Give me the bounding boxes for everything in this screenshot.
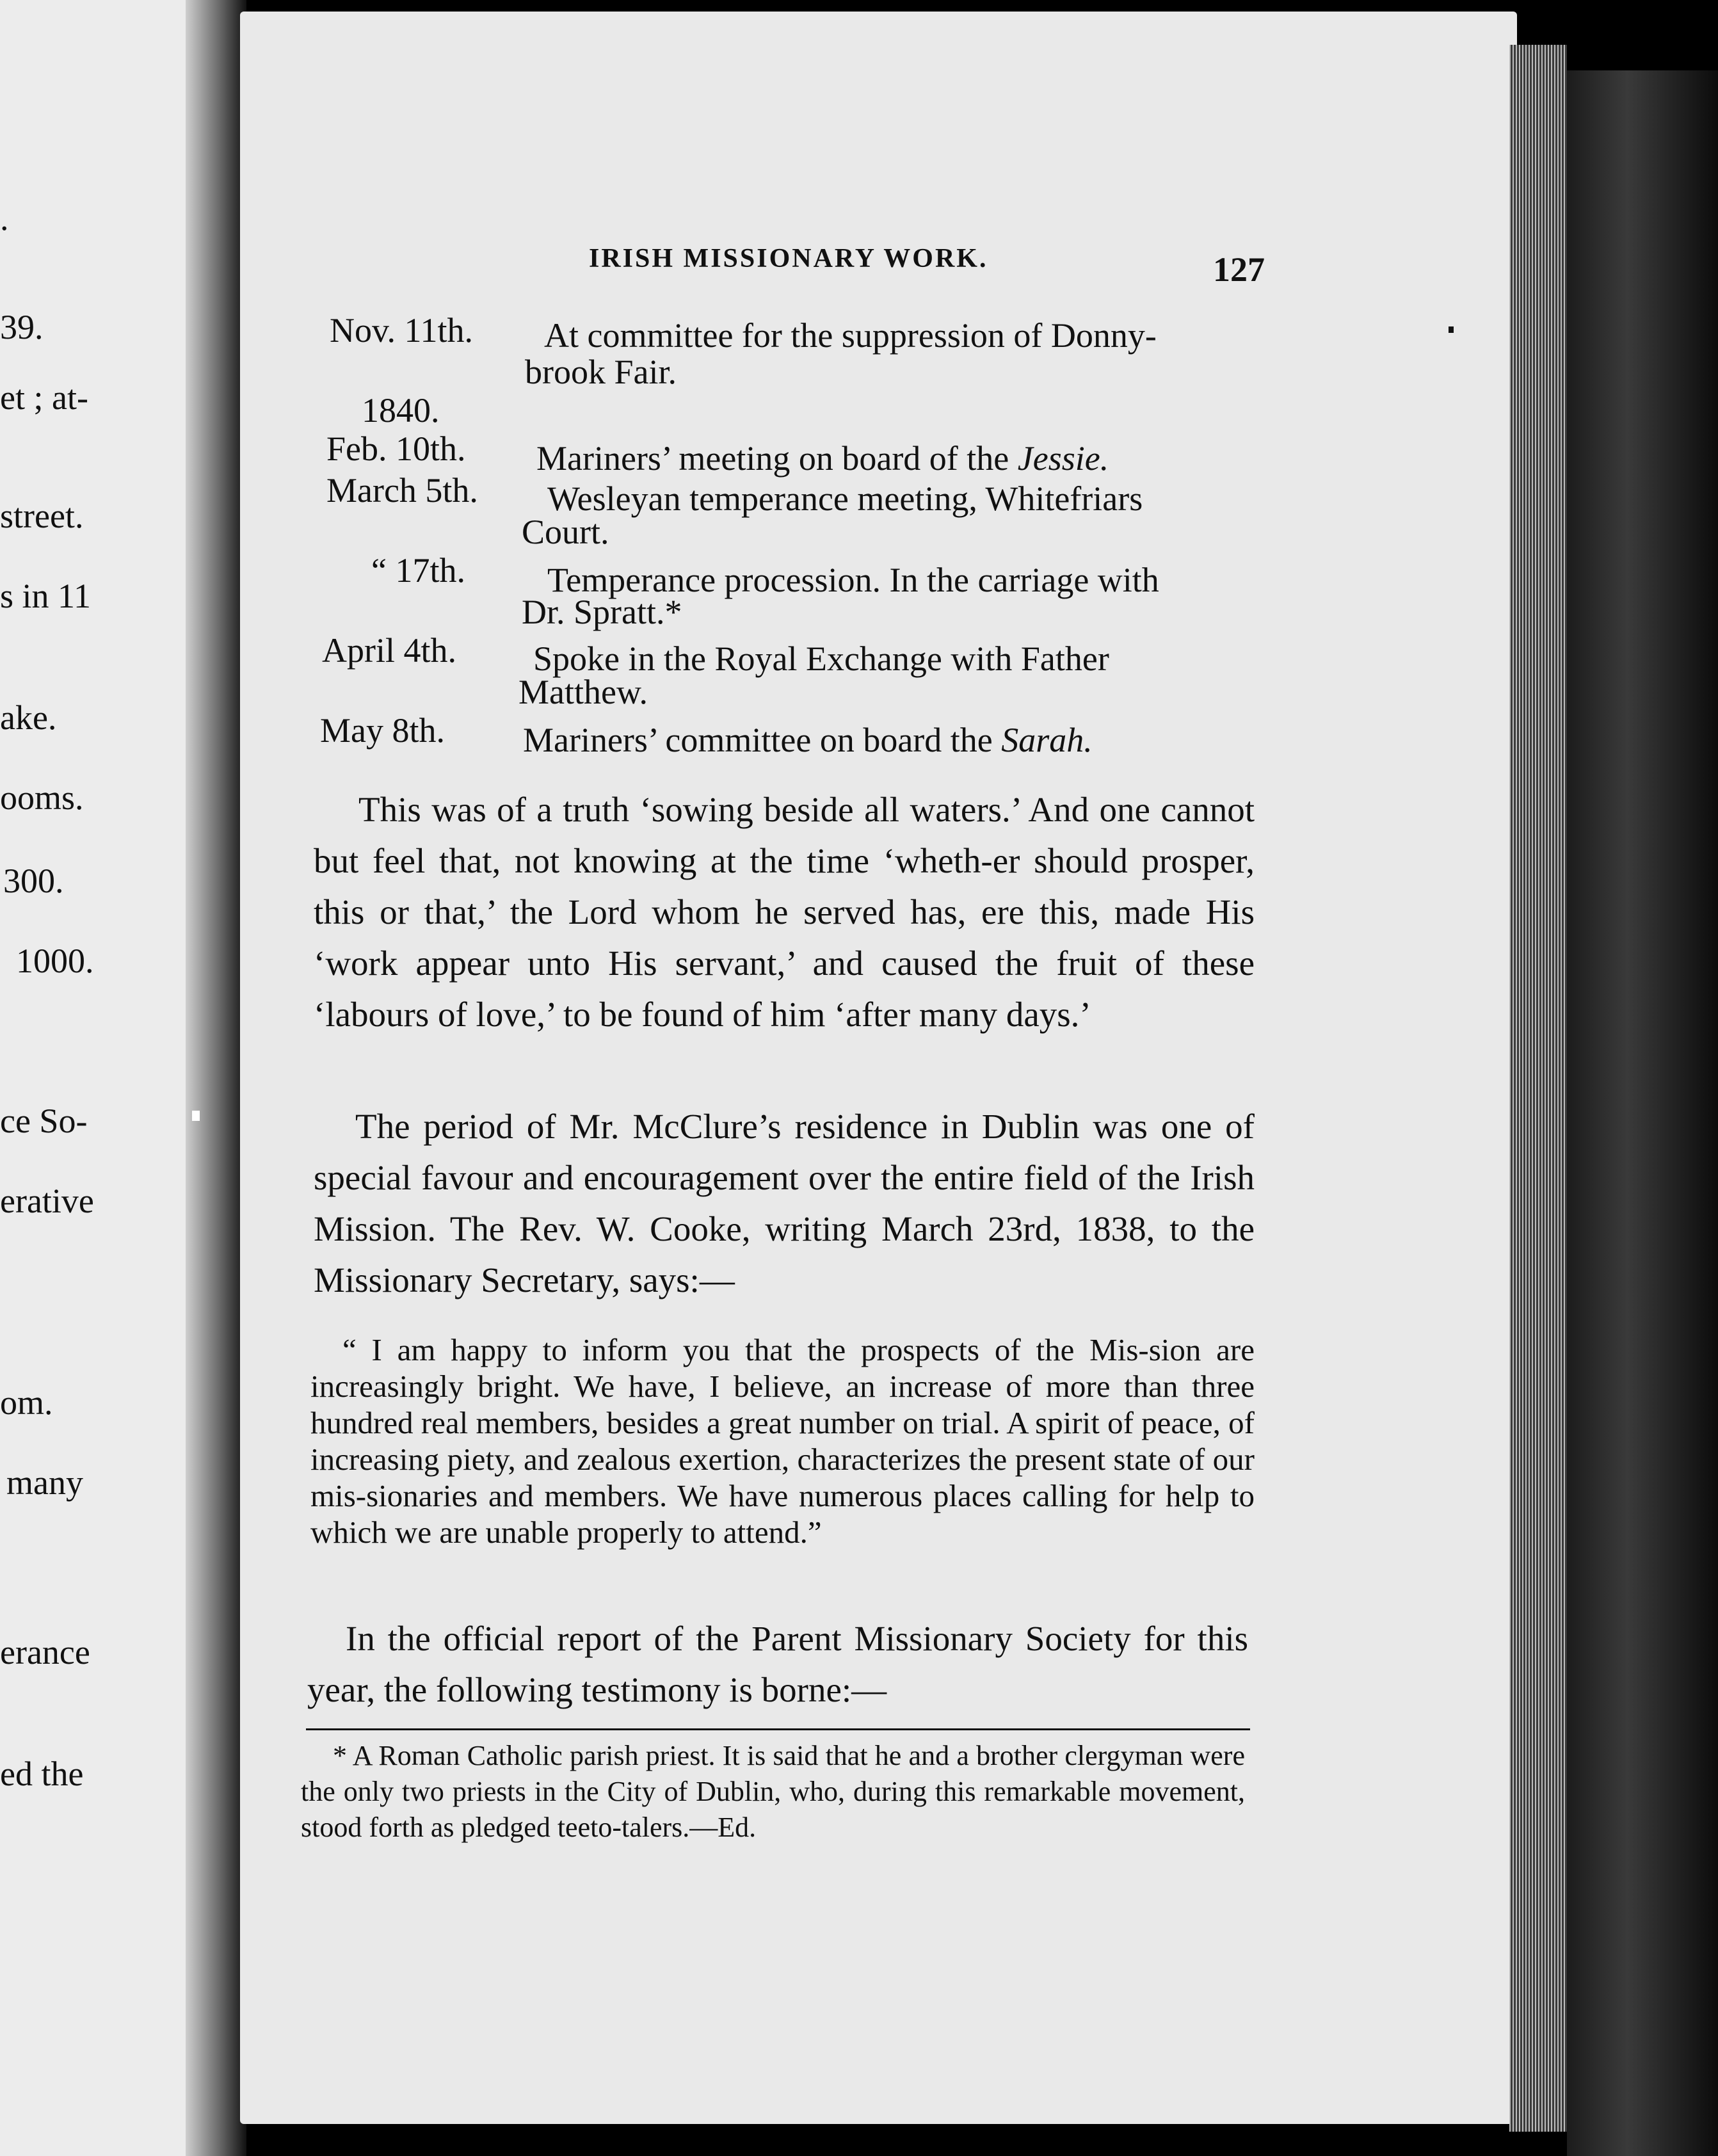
left-page-fragment: et ; at- <box>0 378 88 417</box>
left-page-fragment: erance <box>0 1633 90 1671</box>
left-page-fragment: street. <box>0 497 84 535</box>
ship-name: Sarah. <box>1001 721 1093 759</box>
paragraph: This was of a truth ‘sowing beside all waters.’ And one cannot but feel that, not knowing at the time ‘wheth-er should prosper, this or that,’ the Lord whom he served has, ere this, made His ‘work appear unto His servant,’ and caused the fruit of these ‘labours of love,’ to be found of him ‘after many days.’ <box>314 790 1255 1034</box>
footnote-rule <box>306 1728 1250 1730</box>
block-quote: “ I am happy to inform you that the prospects of the Mis-sion are increasingly bright. We have, I believe, an increase of more than three hundred real members, besides a great number on trial. A spirit of peace, of increasing piety, and zealous exertion, characterizes the present state of our mis-sionaries and members. We have numerous places calling for help to which we are unable properly to attend.” <box>310 1332 1255 1550</box>
left-page <box>0 0 195 2156</box>
page-edges <box>1509 45 1567 2132</box>
timeline-text: Spoke in the Royal Exchange with Father <box>533 640 1109 678</box>
page-number: 127 <box>1213 250 1265 289</box>
timeline-text: Mariners’ committee on board the Sarah. <box>523 721 1093 759</box>
running-title: IRISH MISSIONARY WORK. <box>589 244 988 273</box>
paragraph: In the official report of the Parent Missionary Society for this year, the following testimony is borne:— <box>307 1619 1248 1709</box>
left-page-fragment: . <box>0 199 9 237</box>
left-page-fragment: om. <box>0 1383 53 1422</box>
left-page-fragment: erative <box>0 1182 94 1220</box>
timeline-text: Matthew. <box>518 673 648 711</box>
left-page-fragment: 39. <box>0 308 44 346</box>
left-page-fragment: 1000. <box>16 942 94 980</box>
timeline-date: May 8th. <box>320 711 445 750</box>
timeline-date: March 5th. <box>326 471 478 510</box>
timeline-text: Dr. Spratt.* <box>522 593 682 631</box>
timeline-year: 1840. <box>362 391 440 430</box>
footnote: * A Roman Catholic parish priest. It is said that he and a brother clergyman were the only two priests in the City of Dublin, who, during this remarkable movement, stood forth as pledged teeto-talers.—Ed. <box>301 1740 1245 1843</box>
timeline-date: April 4th. <box>322 631 456 670</box>
scan-speck <box>192 1111 200 1121</box>
book-gutter <box>186 0 246 2156</box>
left-page-fragment: ake. <box>0 698 57 737</box>
timeline-date: Nov. 11th. <box>330 311 473 350</box>
left-page-fragment: ce So- <box>0 1102 88 1140</box>
left-page-fragment: s in 11 <box>0 577 92 615</box>
left-page-fragment: many <box>6 1463 83 1502</box>
timeline-text: brook Fair. <box>525 353 677 391</box>
timeline-text: Court. <box>522 513 609 551</box>
timeline-text: At committee for the suppression of Donny- <box>544 316 1157 355</box>
timeline-text: Wesleyan temperance meeting, Whitefriars <box>547 479 1143 518</box>
timeline-text: Mariners’ meeting on board of the Jessie. <box>536 439 1109 478</box>
timeline-date: “ 17th. <box>371 551 465 590</box>
scan-speck <box>1449 326 1454 333</box>
paragraph: The period of Mr. McClure’s residence in Dublin was one of special favour and encouragement over the entire field of the Irish Mission. The Rev. W. Cooke, writing March 23rd, 1838, to the Missionary Secretary, says:— <box>314 1107 1255 1299</box>
left-page-fragment: ed the <box>0 1755 84 1793</box>
left-page-fragment: 300. <box>3 862 64 900</box>
timeline-date: Feb. 10th. <box>326 430 466 468</box>
timeline-text: Temperance procession. In the carriage with <box>547 561 1159 599</box>
book-edge-shadow <box>1567 70 1718 2156</box>
ship-name: Jessie. <box>1017 439 1109 478</box>
left-page-fragment: ooms. <box>0 778 84 817</box>
